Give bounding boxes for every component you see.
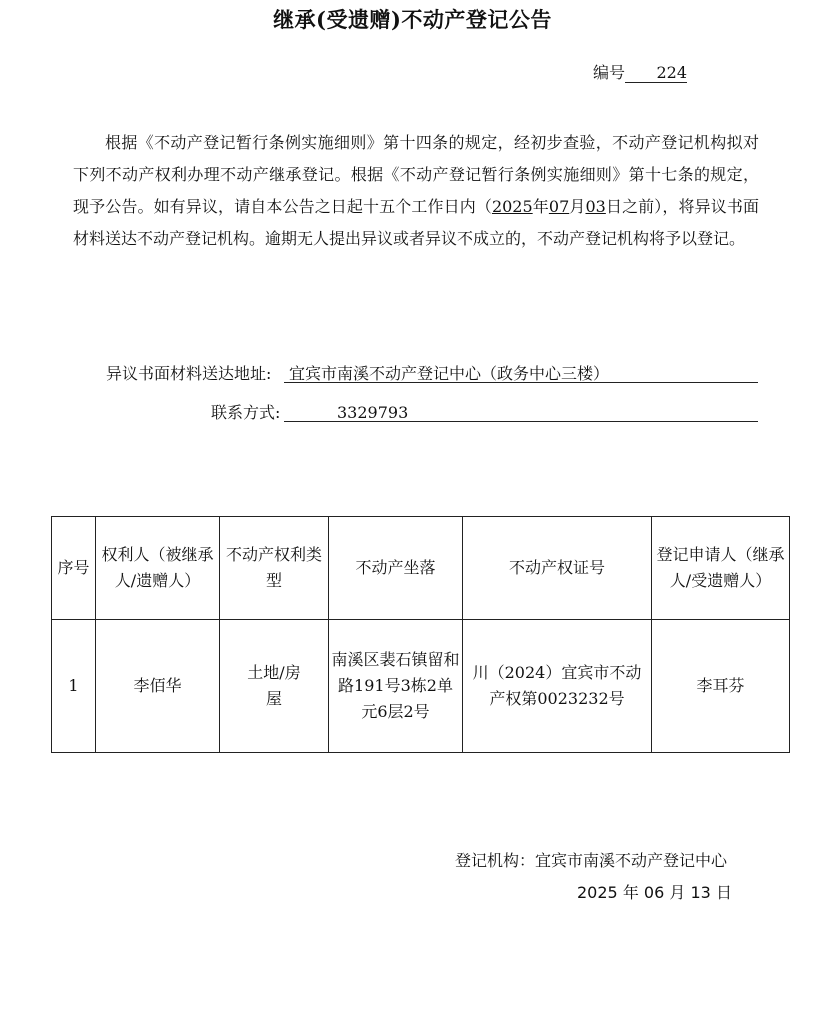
header-holder: 权利人（被继承人/遗赠人） bbox=[96, 517, 220, 620]
cell-applicant: 李耳芬 bbox=[652, 620, 790, 753]
document-number-value: 224 bbox=[625, 64, 687, 83]
paragraph-text-2: 日之前），将异议书面材料送达不动产登记机构。逾期无人提出异议或者异议不成立的，不动产登记机构将予以登记。 bbox=[73, 197, 759, 248]
notice-date bbox=[577, 880, 732, 903]
deadline-month: 07 bbox=[548, 197, 570, 216]
date-year: 2025 bbox=[577, 883, 618, 902]
deadline-year: 2025 bbox=[491, 197, 533, 216]
deadline-month-unit: 月 bbox=[569, 197, 586, 216]
date-year-unit: 年 bbox=[622, 883, 639, 902]
authority-value: 宜宾市南溪不动产登记中心 bbox=[535, 851, 728, 870]
cell-holder: 李佰华 bbox=[96, 620, 220, 753]
document-number bbox=[593, 60, 687, 83]
deadline-day: 03 bbox=[585, 197, 606, 216]
contact-info bbox=[211, 403, 409, 423]
document-number-label: 编号 bbox=[593, 63, 626, 82]
date-day: 13 bbox=[690, 883, 711, 902]
notice-paragraph bbox=[73, 127, 759, 255]
date-month: 06 bbox=[643, 883, 665, 902]
notice-title: 继承(受遗赠)不动产登记公告 bbox=[273, 7, 552, 32]
table-header-row bbox=[52, 517, 790, 620]
paragraph-text-1: 根据《不动产登记暂行条例实施细则》第十四条的规定，经初步查验，不动产登记机构拟对下列不动产权利办理不动产继承登记。根据《不动产登记暂行条例实施细则》第十七条的规定，现予公告。如有异议，请自本公告之日起十五个工作日内（ bbox=[73, 133, 759, 216]
header-right-type: 不动产权利类型 bbox=[220, 517, 329, 620]
header-seq: 序号 bbox=[52, 517, 96, 620]
contact-label: 联系方式: bbox=[211, 403, 281, 422]
registration-authority bbox=[455, 848, 727, 871]
cell-location: 南溪区裴石镇留和路191号3栋2单元6层2号 bbox=[329, 620, 463, 753]
date-month-unit: 月 bbox=[669, 883, 686, 902]
registration-table bbox=[51, 516, 790, 753]
address-value: 宜宾市南溪不动产登记中心（政务中心三楼） bbox=[284, 364, 758, 383]
date-day-unit: 日 bbox=[715, 883, 732, 902]
objection-address bbox=[106, 364, 610, 384]
header-cert-no: 不动产权证号 bbox=[463, 517, 652, 620]
deadline-year-unit: 年 bbox=[532, 197, 549, 216]
cell-seq: 1 bbox=[52, 620, 96, 753]
cell-right-type: 土地/房屋 bbox=[220, 620, 329, 753]
authority-label: 登记机构： bbox=[455, 851, 536, 870]
header-location: 不动产坐落 bbox=[329, 517, 463, 620]
address-label: 异议书面材料送达地址: bbox=[106, 364, 272, 383]
table-row bbox=[52, 620, 790, 753]
contact-value: 3329793 bbox=[284, 403, 758, 422]
header-applicant: 登记申请人（继承人/受遗赠人） bbox=[652, 517, 790, 620]
cell-cert-no: 川（2024）宜宾市不动产权第0023232号 bbox=[463, 620, 652, 753]
